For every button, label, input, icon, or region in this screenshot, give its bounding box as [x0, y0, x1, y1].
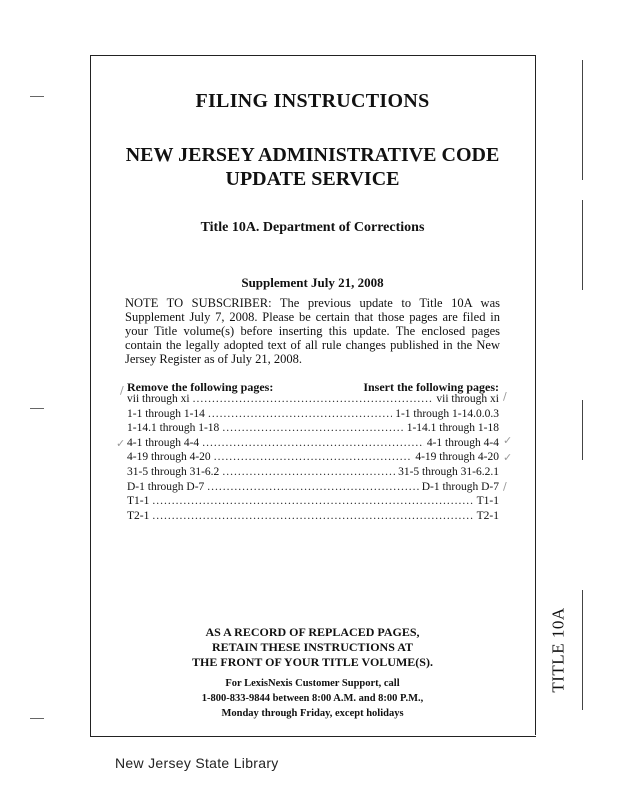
leader-dots [152, 494, 473, 509]
list-item [127, 465, 499, 480]
service-line-2: UPDATE SERVICE [225, 168, 400, 190]
check-mark: / [503, 390, 507, 403]
scan-mark [30, 96, 44, 97]
leader-dots [152, 509, 473, 524]
list-item [127, 450, 499, 465]
scan-mark [30, 718, 44, 719]
check-mark: ✓ [503, 434, 513, 447]
spine-label: TITLE 10A [549, 607, 569, 693]
record-instructions [90, 625, 535, 670]
document-title: FILING INSTRUCTIONS [195, 90, 430, 112]
page-list [127, 392, 499, 523]
list-item [127, 480, 499, 495]
supplement-date: Supplement July 21, 2008 [241, 275, 384, 290]
support-phone: 1-800-833-9844 between 8:00 A.M. and 8:00 P.M., [201, 693, 424, 704]
leader-dots [202, 436, 424, 451]
service-heading [90, 143, 535, 191]
remove-range: T1-1 [127, 495, 150, 508]
insert-range: 31-5 through 31-6.2.1 [398, 465, 499, 478]
edge-line [582, 200, 583, 290]
remove-header: Remove the following pages: [127, 380, 274, 394]
remove-range: 31-5 through 31-6.2 [127, 465, 220, 478]
list-item [127, 421, 499, 436]
record-line-2: RETAIN THESE INSTRUCTIONS AT [211, 640, 414, 654]
support-line-1: For LexisNexis Customer Support, call [225, 678, 400, 689]
leader-dots [207, 480, 418, 495]
edge-line [582, 60, 583, 180]
leader-dots [214, 450, 413, 465]
remove-range: 4-19 through 4-20 [127, 451, 211, 464]
insert-range: 4-19 through 4-20 [415, 451, 499, 464]
edge-line [582, 400, 583, 460]
service-line-1: NEW JERSEY ADMINISTRATIVE CODE [125, 144, 500, 166]
leader-dots [208, 407, 392, 422]
support-hours: Monday through Friday, except holidays [221, 708, 404, 719]
leader-dots [222, 421, 403, 436]
remove-range: 4-1 through 4-4 [127, 436, 200, 449]
insert-range: vii through xi [436, 393, 499, 405]
insert-header: Insert the following pages: [363, 380, 499, 394]
check-mark: / [503, 480, 507, 493]
insert-range: 1-1 through 1-14.0.0.3 [395, 407, 499, 420]
list-item [127, 494, 499, 509]
list-item [127, 436, 499, 451]
edge-line [582, 590, 583, 710]
remove-range: T2-1 [127, 509, 150, 522]
insert-range: 1-14.1 through 1-18 [406, 422, 499, 435]
record-line-1: AS A RECORD OF REPLACED PAGES, [205, 625, 420, 639]
scan-mark [30, 408, 44, 409]
title-name: Title 10A. Department of Corrections [200, 220, 425, 235]
list-item [127, 509, 499, 524]
library-stamp: New Jersey State Library [115, 755, 279, 771]
spine-divider [535, 55, 536, 735]
list-item [127, 407, 499, 422]
subscriber-note: NOTE TO SUBSCRIBER: The previous update to Title 10A was Supplement July 7, 2008. Please be certain that those pages are filed in your Title volume(s) before inserting this update. The enclosed pages contain the legally adopted text of all rule changes published in the New Jersey Register as of July 21, 2008. [125, 296, 500, 366]
check-mark: / [120, 384, 124, 397]
spine-tab [544, 600, 574, 700]
customer-support [90, 676, 535, 721]
check-mark: ✓ [503, 451, 513, 464]
remove-range: D-1 through D-7 [127, 480, 205, 493]
insert-range: T2-1 [476, 509, 499, 522]
remove-range: 1-1 through 1-14 [127, 407, 205, 420]
remove-range: 1-14.1 through 1-18 [127, 422, 220, 435]
leader-dots [222, 465, 395, 480]
check-mark: ✓ [116, 437, 126, 450]
insert-range: T1-1 [476, 495, 499, 508]
leader-dots [193, 392, 434, 407]
insert-range: D-1 through D-7 [421, 480, 499, 493]
insert-range: 4-1 through 4-4 [426, 436, 499, 449]
remove-range: vii through xi [127, 393, 190, 405]
record-line-3: THE FRONT OF YOUR TITLE VOLUME(S). [192, 655, 433, 669]
list-item [127, 392, 499, 407]
